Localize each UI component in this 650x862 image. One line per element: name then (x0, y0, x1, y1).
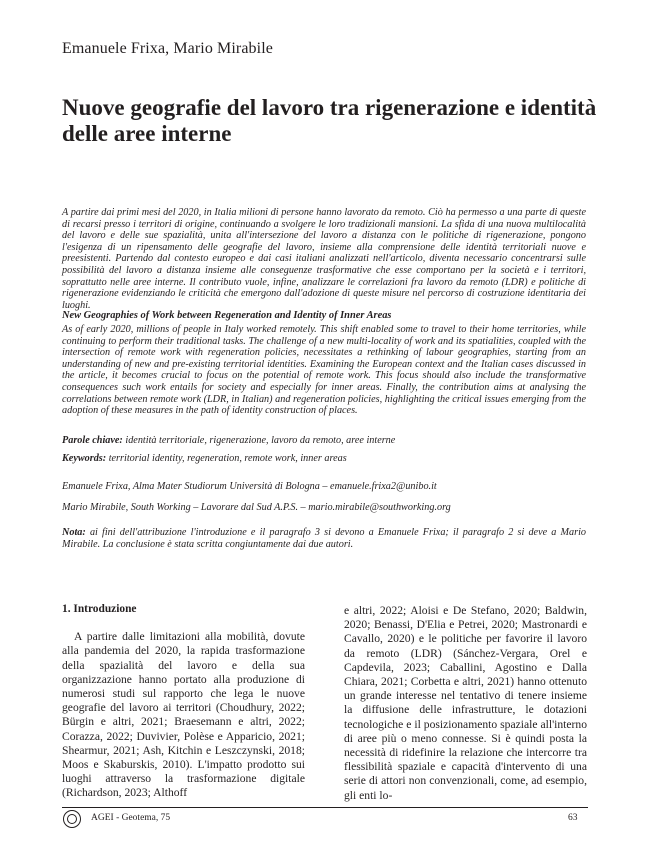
keywords-english-label: Keywords: (62, 453, 107, 464)
abstract-italian: A partire dai primi mesi del 2020, in Italia milioni di persone hanno lavorato da remoto. Ciò ha permesso a una parte di queste di recarsi presso i territori di origine, continuando a svolgere le loro tradizionali mansioni. La sfida di una nuova multilocalità del lavoro e delle sue spazialità, unita all'intersezione del lavoro a distanza con le politiche di rigenerazione, pongono l'esigenza di un ripensamento delle geografie del lavoro, insieme alla comprensione delle identità territoriali nuove e preesistenti. Partendo dal contesto europeo e dai casi italiani analizzati nell'articolo, diventa necessario concentrarsi sulle possibilità del lavoro a distanza insieme alle conseguenze trasformative che esse comportano per la società e i territori, soprattutto nelle aree interne. Il contributo vuole, infine, analizzare le correlazioni fra lavoro da remoto (LDR) e politiche di rigenerazione evidenziando le criticità che emergono dall'adozione di queste misure nel percorso di costruzione identitaria dei luoghi. (62, 207, 586, 311)
journal-seal-icon (63, 810, 81, 828)
keywords-italian-text: identità territoriale, rigenerazione, lavoro da remoto, aree interne (125, 435, 396, 446)
body-paragraph-right: e altri, 2022; Aloisi e De Stefano, 2020; Baldwin, 2020; Benassi, D'Elia e Petrei, 2020; Mastronardi e Cavallo, 2020) e le politiche per favorire il lavoro da remoto (LDR) (Sánchez-Vergara, Orel e Capdevila, 2023; Caballini, Agostino e Dalla Chiara, 2021; Corbetta e altri, 2021) hanno ottenuto un grande interesse nel tentativo di tenere insieme la diffusione delle infrastrutture, le dotazioni tecnologiche e il posizionamento spaziale all'interno di aree più o meno connesse. Si è quindi posta la necessità di ridefinire la relazione che intercorre tra flessibilità spaziale e capacità d'intervento di una serie di attori non convenzionali, come, ad esempio, gli enti lo- (344, 604, 587, 802)
author-names: Emanuele Frixa, Mario Mirabile (62, 40, 273, 57)
keywords-italian (62, 435, 586, 446)
article-title: Nuove geografie del lavoro tra rigenerazione e identità delle aree interne (62, 95, 597, 146)
keywords-english-text: territorial identity, regeneration, remote work, inner areas (108, 453, 347, 464)
page-number: 63 (568, 813, 578, 823)
english-title: New Geographies of Work between Regeneration and Identity of Inner Areas (62, 310, 392, 321)
affiliation-frixa: Emanuele Frixa, Alma Mater Studiorum Università di Bologna – emanuele.frixa2@unibo.it (62, 481, 437, 492)
footer-journal-name: AGEI - Geotema, 75 (91, 813, 171, 823)
keywords-italian-label: Parole chiave: (62, 435, 123, 446)
body-paragraph-left: A partire dalle limitazioni alla mobilità, dovute alla pandemia del 2020, la rapida trasformazione della spazialità del lavoro e della sua organizzazione hanno portato alla produzione di numerosi studi sul rapporto che lega le nuove geografie del lavoro ai territori (Choudhury, 2022; Bürgin e altri, 2021; Braesemann e altri, 2022; Corazza, 2022; Duvivier, Polèse e Apparicio, 2021; Shearmur, 2021; Ash, Kitchin e Leszczynski, 2018; Moos e Skaburskis, 2010). L'impatto prodotto sui luoghi attraverso la trasformazione digitale (Richardson, 2023; Althoff (62, 630, 305, 800)
footer-divider (62, 807, 588, 808)
keywords-english (62, 453, 586, 464)
attribution-note (62, 527, 586, 550)
body-column-right (344, 604, 587, 803)
abstract-english: As of early 2020, millions of people in Italy worked remotely. This shift enabled some to travel to their home territories, while continuing to perform their traditional tasks. The challenge of a new multi-locality of work and its spatialities, coupled with the intersection of remote work with regeneration policies, necessitates a rethinking of labour geographies, starting from an understanding of new and pre-existing territorial identities. Examining the European context and the Italian cases discussed in the article, it becomes crucial to focus on the potential of remote work. This focus should also include the transformative consequences such work entails for society and especially for inner areas. Finally, the contribution aims at analysing the correlations between remote work (LDR, in Italian) and regeneration policies, highlighting the critical issues emerging from the adoption of these measures in the path of identity construction of places. (62, 324, 586, 417)
section-heading-introduction: 1. Introduzione (62, 603, 137, 615)
note-text: ai fini dell'attribuzione l'introduzione e il paragrafo 3 si devono a Emanuele Frixa; il paragrafo 2 si deve a Mario Mirabile. La conclusione è stata scritta congiuntamente dai due autori. (62, 527, 586, 550)
body-column-left (62, 602, 305, 801)
note-label: Nota: (62, 527, 86, 538)
affiliation-mirabile: Mario Mirabile, South Working – Lavorare dal Sud A.P.S. – mario.mirabile@southworking.org (62, 502, 451, 513)
